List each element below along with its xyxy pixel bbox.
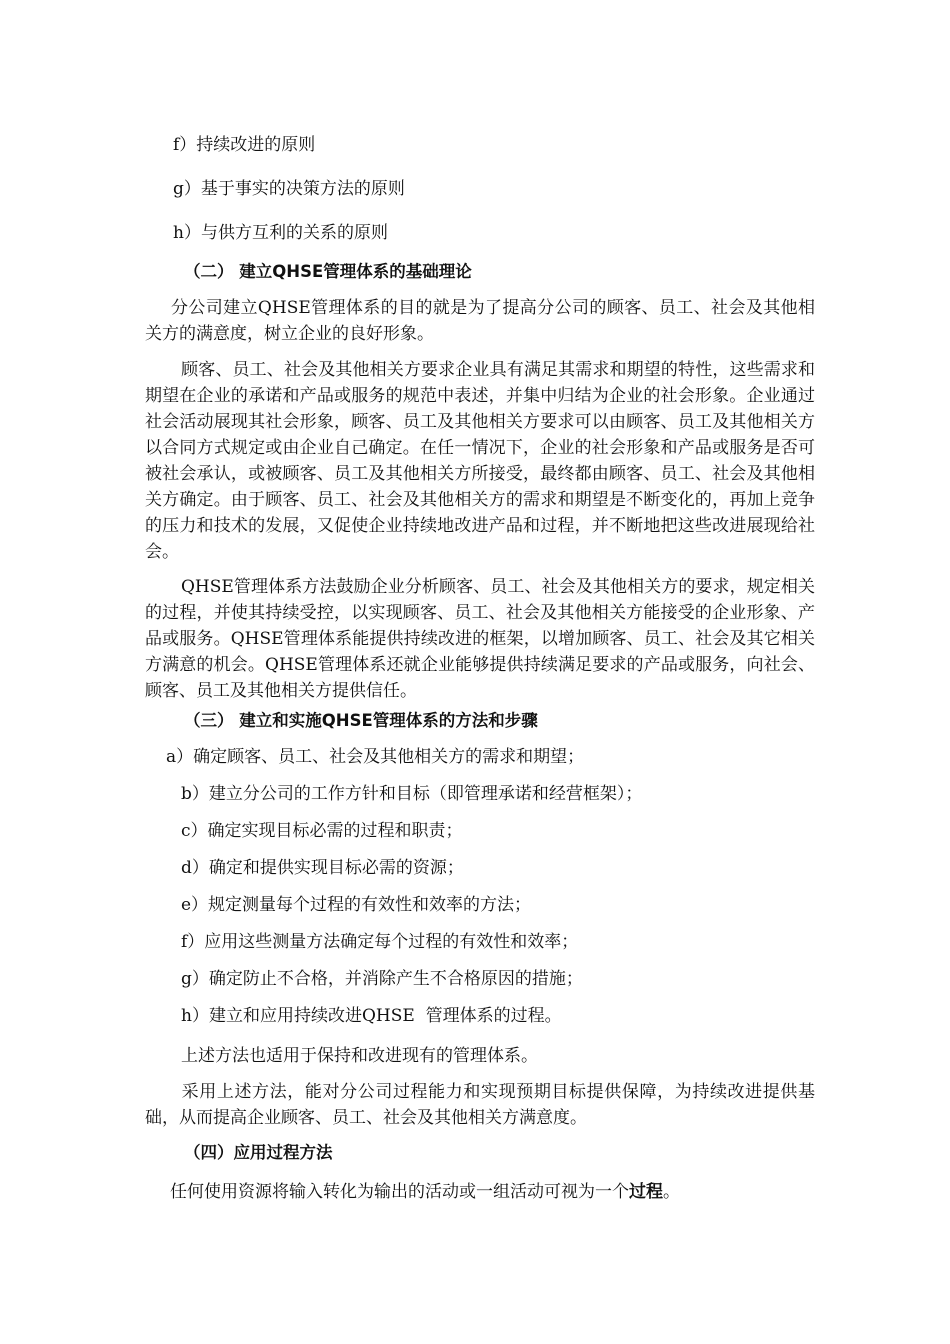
step-item: c）确定实现目标必需的过程和职责； [181,821,463,841]
step-item: h）建立和应用持续改进QHSE 管理体系的过程。 [181,1006,562,1026]
paragraph [145,574,815,704]
paragraph: 分公司建立QHSE管理体系的目的就是为了提高分公司的顾客、员工、社会及其他相关方的满意度，树立企业的良好形象。 [145,298,815,344]
step-item: a）确定顾客、员工、社会及其他相关方的需求和期望； [166,747,585,767]
step-item: f）应用这些测量方法确定每个过程的有效性和效率； [181,932,579,952]
section-heading-2: （二） 建立QHSE管理体系的基础理论 [184,262,472,281]
paragraph [145,357,815,565]
section-heading-4: （四）应用过程方法 [184,1143,333,1162]
paragraph-text: 顾客、员工、社会及其他相关方要求企业具有满足其需求和期望的特性，这些需求和期望在企业的承诺和产品或服务的规范中表述，并集中归结为企业的社会形象。企业通过社会活动展现其社会形象，顾客、员工及其他相关方要求可以由顾客、员工及其他相关方以合同方式规定或由企业自己确定。在任一情况下，企业的社会形象和产品或服务是否可被社会承认，或被顾客、员工及其他相关方所接受，最终都由顾客、员工、社会及其他相关方确定。由于顾客、员工、社会及其他相关方的需求和期望是不断变化的，再加上竞争的压力和技术的发展，又促使企业持续地改进产品和过程，并不断地把这些改进展现给社会。 [145,360,815,562]
section-heading-3: （三） 建立和实施QHSE管理体系的方法和步骤 [184,711,538,730]
paragraph [170,1180,680,1204]
list-item: g）基于事实的决策方法的原则 [173,179,405,199]
paragraph: 上述方法也适用于保持和改进现有的管理体系。 [181,1046,538,1066]
paragraph [145,1079,815,1131]
step-item: d）确定和提供实现目标必需的资源； [181,858,464,878]
paragraph-end: 。 [663,1182,680,1202]
bold-term: 过程 [629,1182,663,1202]
step-item: g）确定防止不合格，并消除产生不合格原因的措施； [181,969,583,989]
paragraph-text: 采用上述方法，能对分公司过程能力和实现预期目标提供保障，为持续改进提供基础，从而提高企业顾客、员工、社会及其他相关方满意度。 [145,1082,815,1128]
step-item: b）建立分公司的工作方针和目标（即管理承诺和经营框架）； [181,784,643,804]
paragraph-text: QHSE管理体系方法鼓励企业分析顾客、员工、社会及其他相关方的要求，规定相关的过程，并使其持续受控，以实现顾客、员工、社会及其他相关方能接受的企业形象、产品或服务。QHSE管理体系能提供持续改进的框架，以增加顾客、员工、社会及其它相关方满意的机会。QHSE管理体系还就企业能够提供持续满足要求的产品或服务，向社会、顾客、员工及其他相关方提供信任。 [145,577,815,701]
list-item: h）与供方互利的关系的原则 [173,223,388,243]
step-item: e）规定测量每个过程的有效性和效率的方法； [181,895,532,915]
paragraph-text: 任何使用资源将输入转化为输出的活动或一组活动可视为一个 [170,1182,629,1202]
list-item: f）持续改进的原则 [173,135,316,155]
